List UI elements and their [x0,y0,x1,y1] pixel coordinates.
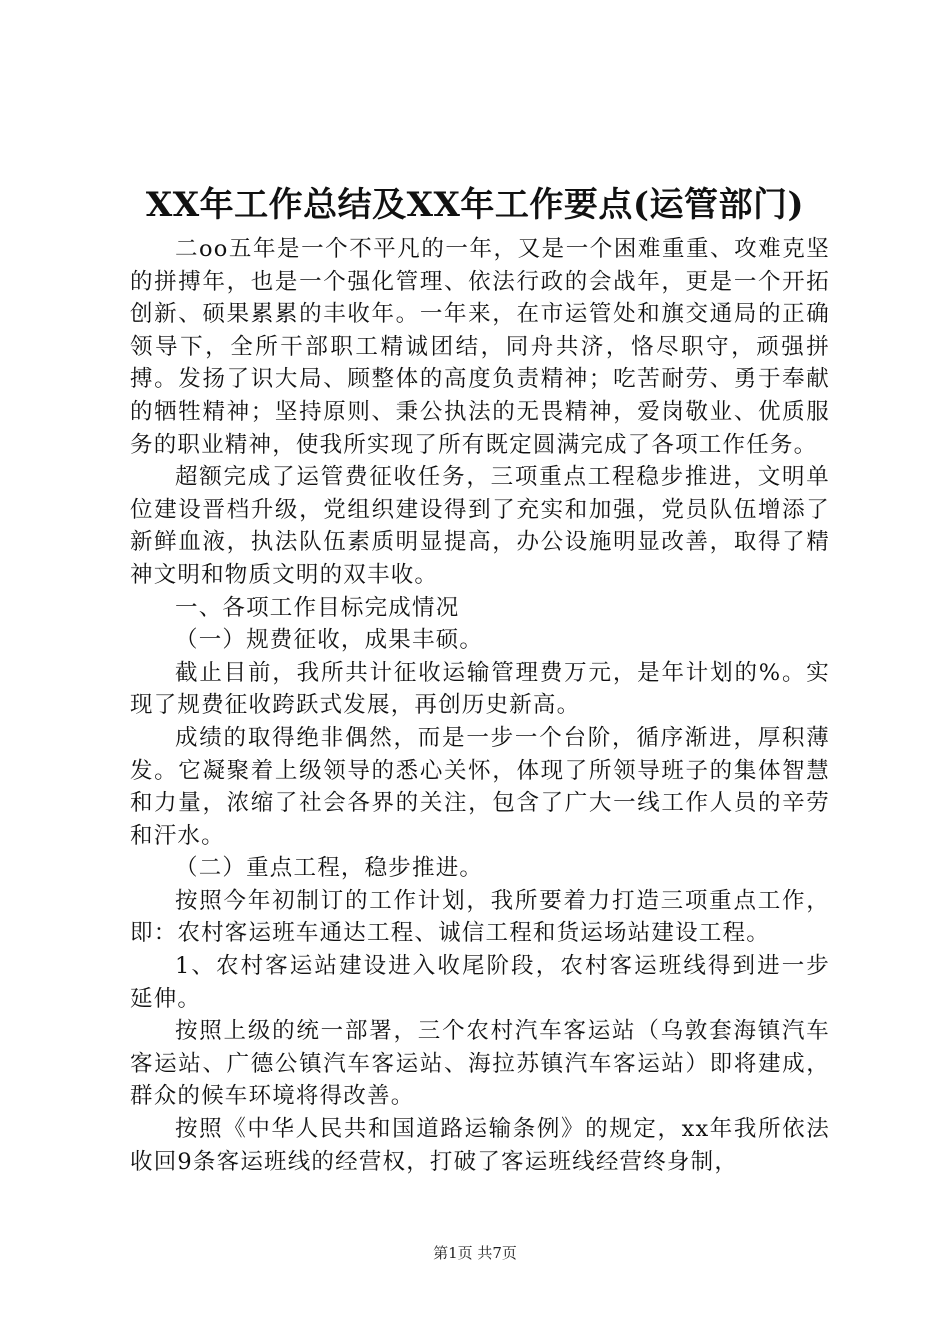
paragraph-summary: 超额完成了运管费征收任务，三项重点工程稳步推进，文明单位建设晋档升级，党组织建设得到了充实和加强，党员队伍增添了新鲜血液，执法队伍素质明显提高，办公设施明显改善，取得了精神文明和物质文明的双丰收。 [130,464,830,588]
subsection-heading-2: （二）重点工程，稳步推进。 [175,855,484,882]
document-title: XX年工作总结及XX年工作要点(运管部门) [145,185,805,225]
paragraph-item-1: 1、农村客运站建设进入收尾阶段，农村客运班线得到进一步延伸。 [130,953,830,1012]
document-body [130,233,830,1178]
paragraph-intro: 二oo五年是一个不平凡的一年，又是一个困难重重、攻难克坚的拼搏年，也是一个强化管理、依法行政的会战年，更是一个开拓创新、硕果累累的丰收年。一年来，在市运管处和旗交通局的正确领导下，全所干部职工精诚团结，同舟共济，恪尽职守，顽强拼搏。发扬了识大局、顾整体的高度负责精神；吃苦耐劳、勇于奉献的牺牲精神；坚持原则、秉公执法的无畏精神，爱岗敬业、优质服务的职业精神，使我所实现了所有既定圆满完成了各项工作任务。 [130,236,830,458]
paragraph-bus-stations: 按照上级的统一部署，三个农村汽车客运站（乌敦套海镇汽车客运站、广德公镇汽车客运站、海拉苏镇汽车客运站）即将建成，群众的候车环境将得改善。 [130,1018,830,1110]
paragraph-work-plan: 按照今年初制订的工作计划，我所要着力打造三项重点工作，即：农村客运班车通达工程、诚信工程和货运场站建设工程。 [130,887,830,947]
paragraph-regulation: 按照《中华人民共和国道路运输条例》的规定，xx年我所依法收回9条客运班线的经营权，打破了客运班线经营终身制， [130,1116,830,1175]
page-number-footer: 第1页 共7页 [433,1244,517,1262]
paragraph-fee-collection: 截止目前，我所共计征收运输管理费万元，是年计划的%。实现了规费征收跨跃式发展，再创历史新高。 [130,659,830,719]
section-heading-1: 一、各项工作目标完成情况 [175,594,460,621]
paragraph-achievement: 成绩的取得绝非偶然，而是一步一个台阶，循序渐进，厚积薄发。它凝聚着上级领导的悉心关怀，体现了所领导班子的集体智慧和力量，浓缩了社会各界的关注，包含了广大一线工作人员的辛劳和汗水。 [130,724,830,849]
subsection-heading-1: （一）规费征收，成果丰硕。 [175,627,484,654]
